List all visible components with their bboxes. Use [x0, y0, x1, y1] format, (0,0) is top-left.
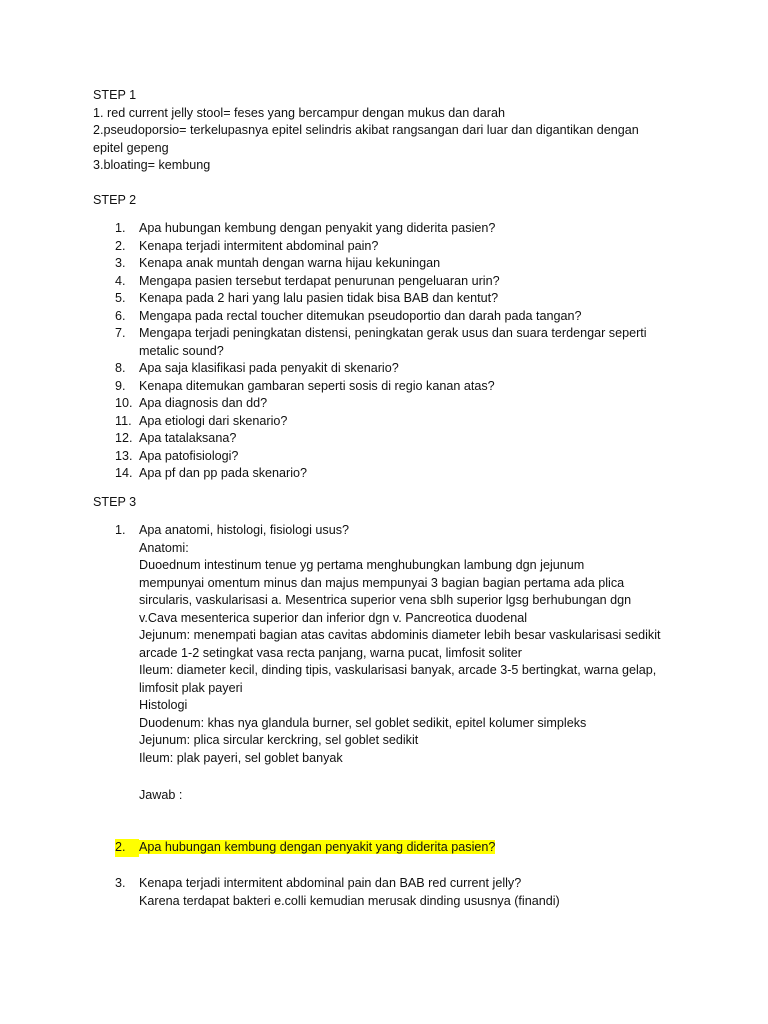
item-number: 1.	[115, 221, 126, 235]
step2-title: STEP 2	[93, 193, 137, 207]
list-item	[93, 839, 708, 857]
answer-line: Duoednum intestinum tenue yg pertama menghubungkan lambung dgn jejunum	[139, 558, 585, 572]
item-number-highlighted: 2.	[115, 839, 139, 857]
answer-line: v.Cava mesenterica superior dan inferior dgn v. Pancreotica duodenal	[139, 610, 528, 625]
list-item	[93, 465, 708, 483]
step1-section	[93, 87, 728, 175]
anatomy-heading: Anatomi:	[139, 540, 189, 555]
list-item	[93, 255, 708, 273]
step3-title: STEP 3	[93, 495, 137, 509]
list-item	[93, 273, 708, 291]
list-item	[93, 308, 708, 326]
item-number: 6.	[115, 308, 126, 323]
list-item-continued	[93, 787, 708, 805]
step3-item-1	[93, 522, 708, 767]
item-number: 8.	[115, 361, 126, 375]
item-number: 11.	[115, 413, 132, 428]
answer-line: Jejunum: menempati bagian atas cavitas abdominis diameter lebih besar vaskularisasi sedikit	[139, 628, 661, 642]
answer-line: mempunyai omentum minus dan majus mempunyai 3 bagian bagian pertama ada plica	[139, 575, 625, 590]
answer-label: Jawab :	[139, 788, 183, 802]
item-text: Mengapa terjadi peningkatan distensi, peningkatan gerak usus dan suara terdengar seperti	[139, 326, 647, 340]
answer-line: arcade 1-2 setingkat vasa recta panjang, warna pucat, limfosit soliter	[139, 645, 522, 660]
item-number: 7.	[115, 326, 126, 340]
step3-section	[93, 494, 728, 512]
step1-line-3: epitel gepeng	[93, 140, 169, 155]
item-number: 9.	[115, 378, 126, 393]
item-number: 5.	[115, 291, 126, 305]
list-item	[93, 220, 708, 238]
item-text-highlighted: Apa hubungan kembung dengan penyakit yang diderita pasien?	[139, 840, 496, 854]
step3-item-3	[93, 875, 708, 910]
list-item	[93, 238, 708, 256]
list-item	[93, 378, 708, 396]
item-text: Mengapa pada rectal toucher ditemukan pseudoportio dan darah pada tangan?	[139, 308, 582, 323]
item-text: Apa pf dan pp pada skenario?	[139, 466, 308, 480]
answer-line: Jejunum: plica sircular kerckring, sel goblet sedikit	[139, 733, 419, 747]
answer-line: Karena terdapat bakteri e.colli kemudian merusak dinding ususnya (finandi)	[139, 893, 560, 908]
step2-section	[93, 192, 728, 210]
list-item	[93, 360, 708, 378]
step2-question-list	[93, 220, 708, 483]
answer-line: sircularis, vaskularisasi a. Mesentrica superior vena sblh superior lgsg berhubungan dgn	[139, 593, 632, 607]
item-text: Apa anatomi, histologi, fisiologi usus?	[139, 523, 350, 537]
item-number: 12.	[115, 431, 133, 445]
list-item	[93, 325, 708, 360]
item-text: Mengapa pasien tersebut terdapat penurunan pengeluaran urin?	[139, 273, 500, 288]
item-text: Kenapa ditemukan gambaran seperti sosis di regio kanan atas?	[139, 378, 495, 393]
step1-line-2: 2.pseudoporsio= terkelupasnya epitel selindris akibat rangsangan dari luar dan digantikan dengan	[93, 123, 639, 137]
list-item	[93, 430, 708, 448]
item-text: Apa tatalaksana?	[139, 431, 237, 445]
step1-line-4: 3.bloating= kembung	[93, 158, 211, 172]
list-item	[93, 290, 708, 308]
item-text: Kenapa anak muntah dengan warna hijau kekuningan	[139, 256, 441, 270]
item-number: 13.	[115, 448, 133, 463]
list-item	[93, 522, 708, 767]
answer-line: Ileum: diameter kecil, dinding tipis, vaskularisasi banyak, arcade 3-5 bertingkat, warna gelap,	[139, 663, 657, 677]
item-number: 14.	[115, 466, 133, 480]
step1-title: STEP 1	[93, 88, 137, 102]
answer-line: Duodenum: khas nya glandula burner, sel goblet sedikit, epitel kolumer simpleks	[139, 715, 587, 730]
item-number: 3.	[115, 256, 126, 270]
answer-line: limfosit plak payeri	[139, 680, 243, 695]
histology-heading: Histologi	[139, 698, 188, 712]
item-number: 10.	[115, 396, 133, 410]
item-text: Kenapa terjadi intermitent abdominal pain?	[139, 238, 379, 253]
item-text: Apa diagnosis dan dd?	[139, 396, 268, 410]
item-text: Apa hubungan kembung dengan penyakit yang diderita pasien?	[139, 221, 496, 235]
item-text: Apa etiologi dari skenario?	[139, 413, 288, 428]
item-text: Kenapa pada 2 hari yang lalu pasien tidak bisa BAB dan kentut?	[139, 291, 499, 305]
answer-line: Ileum: plak payeri, sel goblet banyak	[139, 750, 343, 765]
item-text: Apa saja klasifikasi pada penyakit di skenario?	[139, 361, 399, 375]
step1-line-1: 1. red current jelly stool= feses yang bercampur dengan mukus dan darah	[93, 105, 505, 120]
item-text: Apa patofisiologi?	[139, 448, 239, 463]
list-item	[93, 448, 708, 466]
step3-answer-label-block	[93, 787, 708, 805]
item-text-continued: metalic sound?	[139, 343, 224, 358]
item-number: 4.	[115, 273, 126, 288]
list-item	[93, 395, 708, 413]
item-number: 1.	[115, 523, 126, 537]
item-number: 3.	[115, 876, 126, 890]
list-item	[93, 413, 708, 431]
item-text: Kenapa terjadi intermitent abdominal pain dan BAB red current jelly?	[139, 876, 522, 890]
step3-item-2	[93, 839, 708, 857]
item-number: 2.	[115, 238, 126, 253]
list-item	[93, 875, 708, 910]
